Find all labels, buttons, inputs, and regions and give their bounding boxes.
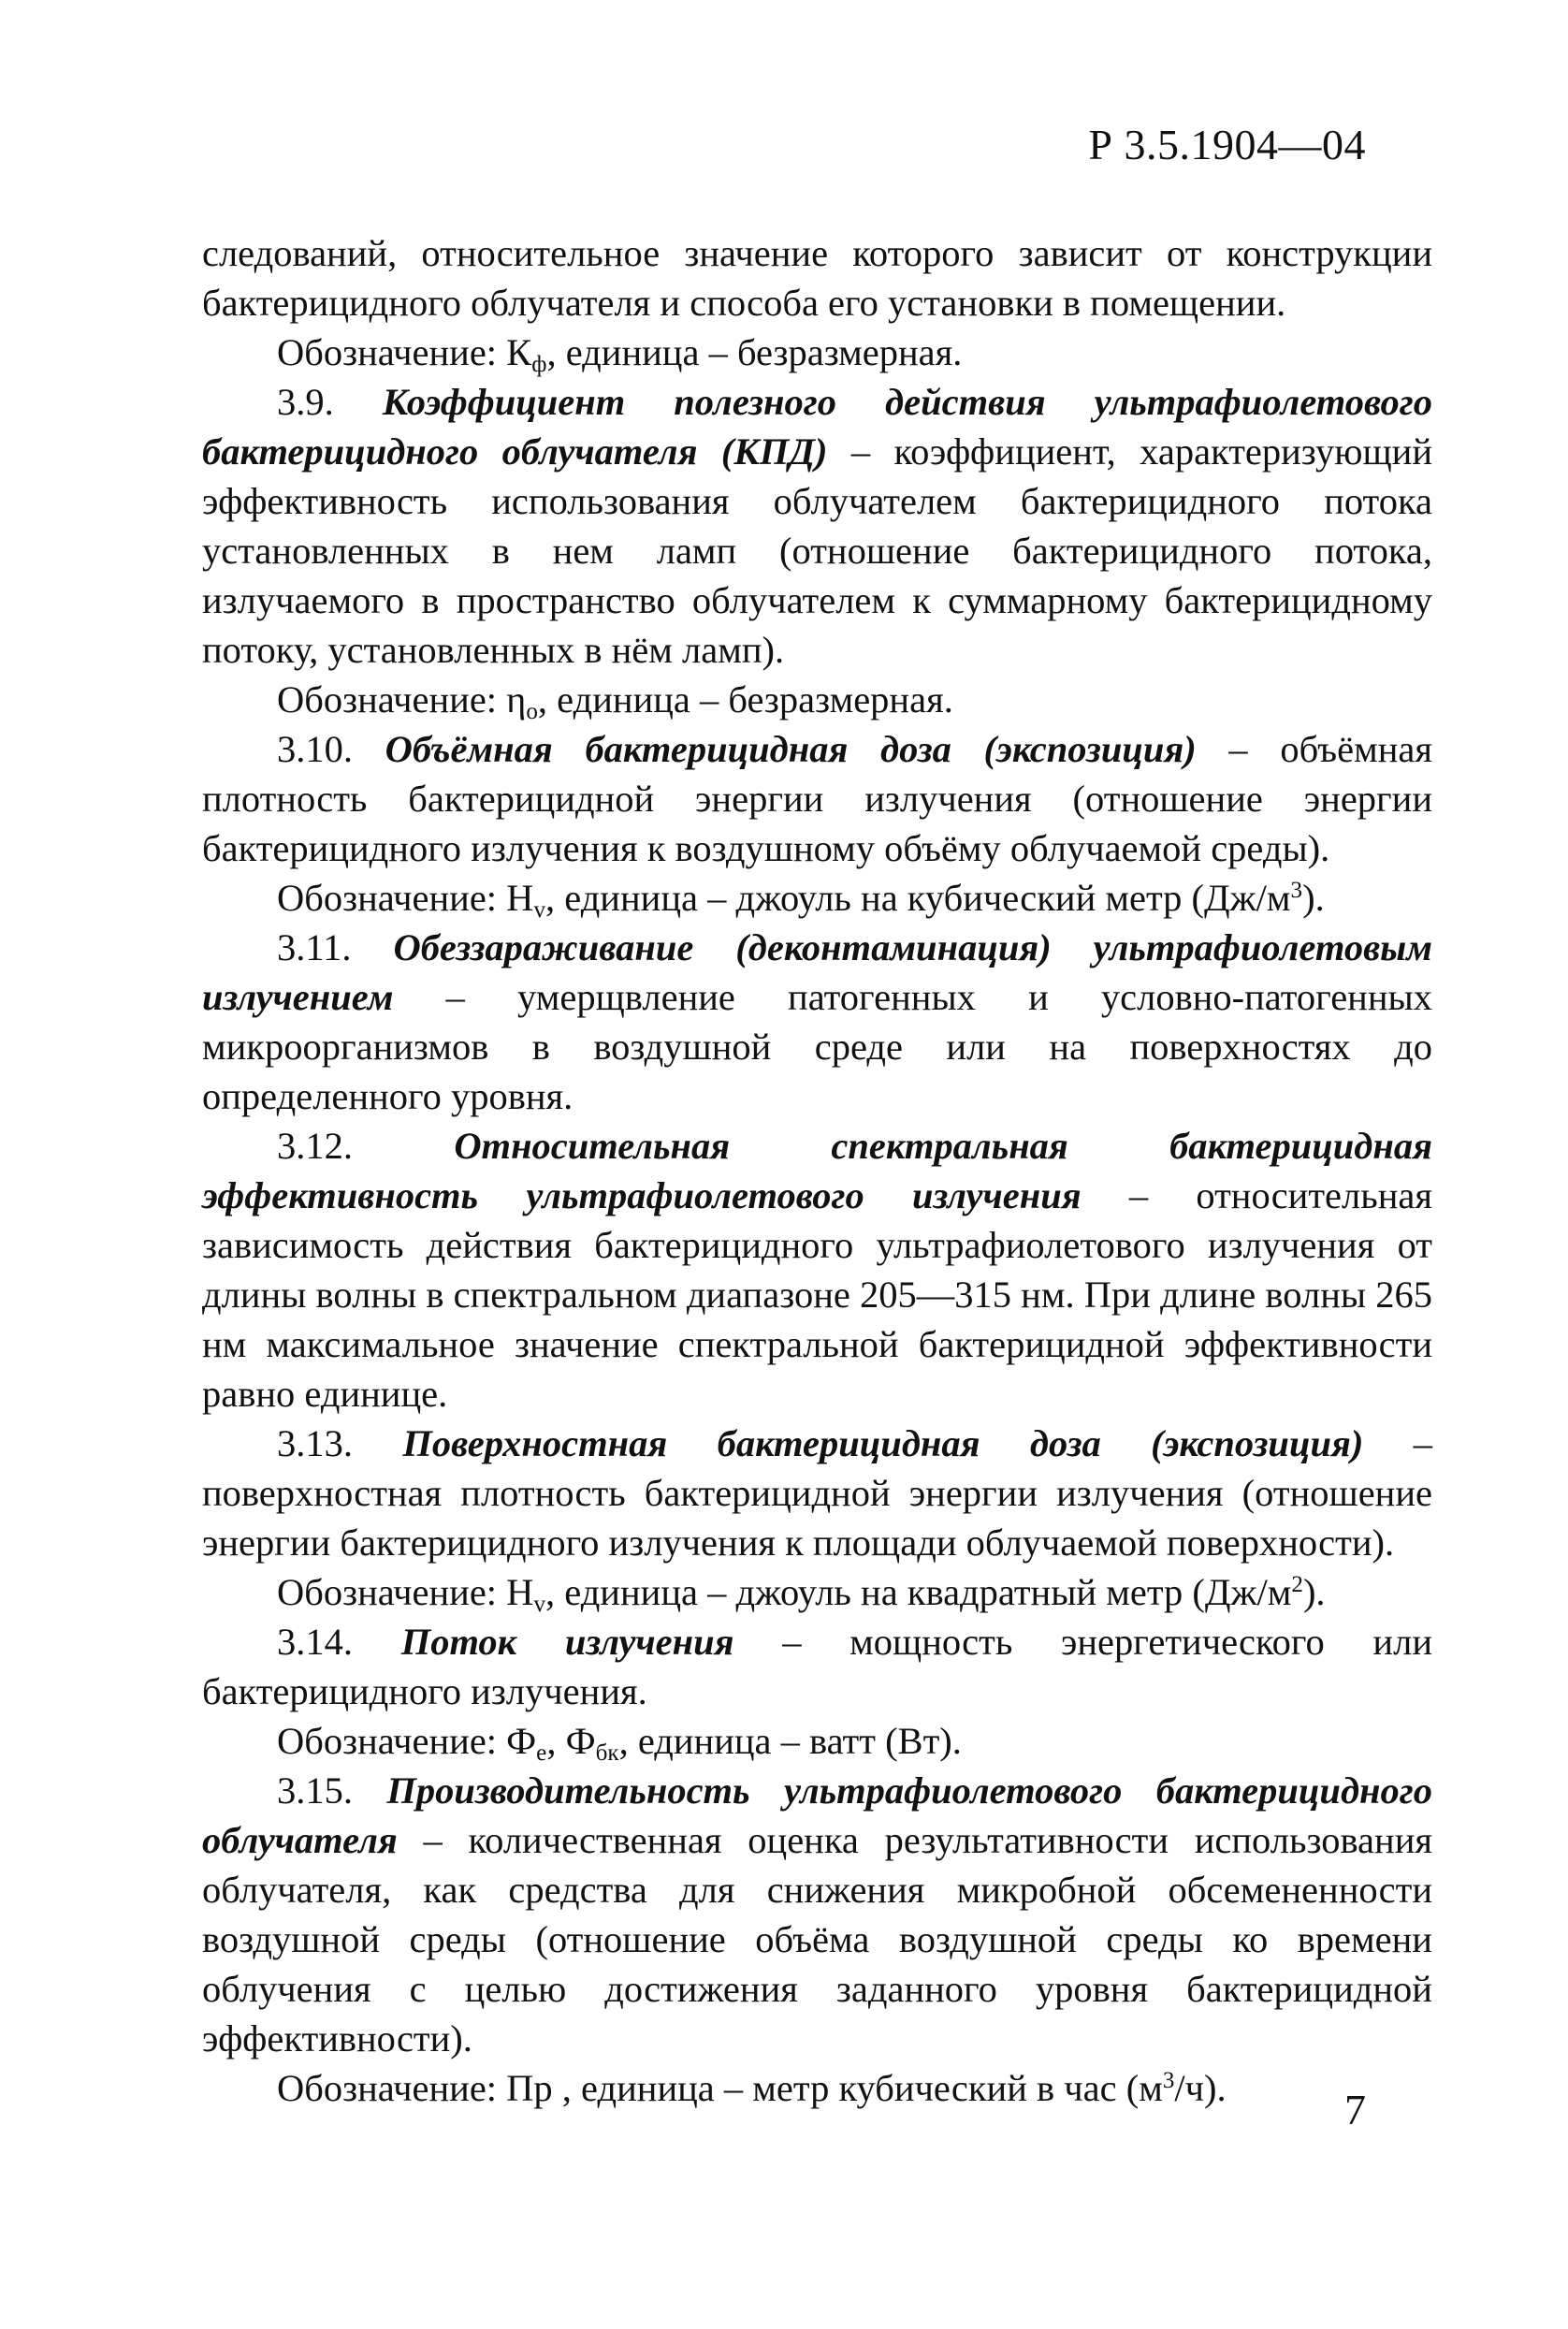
section-3-15	[202, 1766, 1432, 2063]
section-3-14	[202, 1617, 1432, 1716]
term: Коэффициент полезного действия ультрафиолетового бактерицидного облучателя (КПД)	[202, 381, 1433, 473]
term: Производительность ультрафиолетового бактерицидного облучателя	[202, 1769, 1432, 1861]
section-number: 3.13.	[277, 1422, 353, 1464]
document-code: Р 3.5.1904—04	[1088, 121, 1366, 168]
definition: – количественная оценка результативности использования облучателя, как средства для снижения микробной обсемененности воздушной среды (отношение объёма воздушной среды ко времени облучения с целью достижения заданного уровня бактерицидной эффективности).	[202, 1819, 1432, 2060]
section-number: 3.15.	[277, 1769, 353, 1812]
term: Поток излучения	[400, 1621, 734, 1663]
section-3-10	[202, 724, 1432, 873]
definition: – мощность энергетического или бактерицидного излучения.	[202, 1621, 1432, 1712]
section-number: 3.14.	[277, 1621, 353, 1663]
term: Поверхностная бактерицидная доза (экспозиция)	[402, 1422, 1364, 1464]
page-number: 7	[1344, 2086, 1366, 2133]
definition: – относительная зависимость действия бактерицидного ультрафиолетового излучения от длины волны в спектральном диапазоне 205—315 нм. При длине волны 265 нм максимальное значение спектральной бактерицидной эффективности равно единице.	[202, 1174, 1432, 1415]
designation-eta: Обозначение: $\eta_о$, единица – безразмерная.	[277, 678, 953, 725]
designation-phi: Обозначение: $Ф_е$, $Ф_{бк}$, единица – ватт (Вт).	[277, 1720, 962, 1767]
definition: – коэффициент, характеризующий эффективность использования облучателем бактерицидного потока установленных в нем ламп (отношение бактерицидного потока, излучаемого в пространство облучателем к суммарному бактерицидному потоку, установленных в нём ламп).	[202, 430, 1432, 671]
section-3-12	[202, 1121, 1432, 1419]
definition: – умерщвление патогенных и условно-патогенных микроорганизмов в воздушной среде или на поверхностях до определенного уровня.	[202, 976, 1432, 1117]
designation-hv-surface: Обозначение: $Н_v$, единица – джоуль на квадратный метр $(Дж/м^2)$.	[277, 1571, 1326, 1618]
section-number: 3.9.	[277, 381, 334, 423]
section-number: 3.11.	[277, 926, 352, 968]
designation-kf: Обозначение: $К_ф$, единица – безразмерная.	[277, 331, 963, 378]
term: Относительная спектральная бактерицидная эффективность ультрафиолетового излучения	[202, 1125, 1432, 1216]
definition: – объёмная плотность бактерицидной энергии излучения (отношение энергии бактерицидного излучения к воздушному объёму облучаемой среды).	[202, 728, 1432, 869]
section-3-13	[202, 1419, 1432, 1567]
section-3-9	[202, 377, 1432, 675]
body-text	[202, 228, 1432, 2113]
section-number: 3.12.	[277, 1125, 353, 1167]
continued-paragraph: следований, относительное значение которого зависит от конструкции бактерицидного облучателя и способа его установки в помещении.	[202, 232, 1432, 324]
section-3-11	[202, 923, 1432, 1121]
designation-pr: Обозначение: Пр , единица – метр кубический в час $(м^3/ч)$.	[277, 2067, 1227, 2109]
section-number: 3.10.	[277, 728, 353, 770]
term: Объёмная бактерицидная доза (экспозиция)	[385, 728, 1197, 770]
definition: – поверхностная плотность бактерицидной энергии излучения (отношение энергии бактерицидного излучения к площади облучаемой поверхности).	[202, 1422, 1432, 1564]
designation-hv-volume: Обозначение: $Н_v$, единица – джоуль на кубический метр $(Дж/м^3)$.	[277, 877, 1325, 924]
term: Обеззараживание (деконтаминация) ультрафиолетовым излучением	[202, 926, 1433, 1018]
